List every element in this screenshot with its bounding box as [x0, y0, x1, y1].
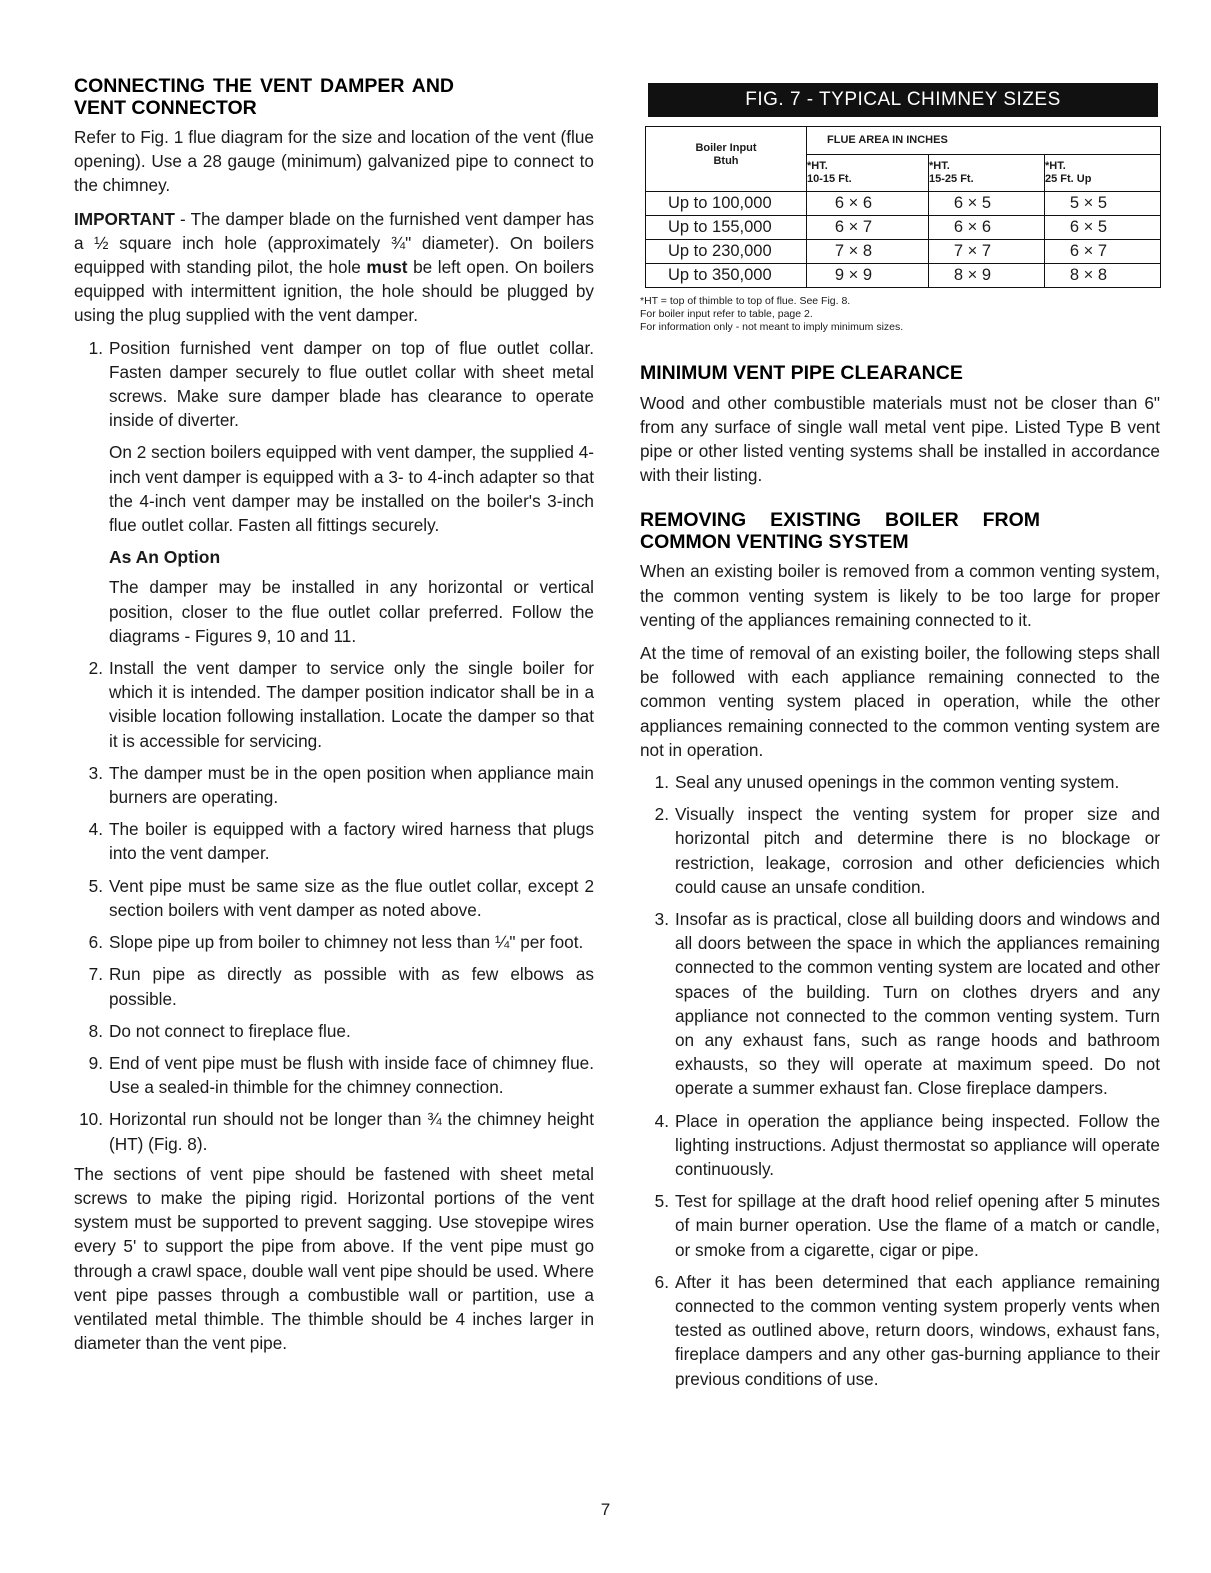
cell-boiler-input: Up to 155,000 [646, 216, 807, 240]
step-text: Install the vent damper to service only the single boiler for which it is intended. The damper position indicator shall be in a visible location following installation. Locate the damper so that it is accessible for servicing. [109, 658, 594, 751]
step-text: The boiler is equipped with a factory wired harness that plugs into the vent damper. [109, 819, 594, 864]
table-row [646, 240, 1161, 264]
list-item [640, 1109, 1160, 1182]
table-header-ht-2 [929, 155, 1045, 192]
list-item [74, 656, 594, 753]
step-number: 1. [654, 771, 669, 792]
figure-title: FIG. 7 - TYPICAL CHIMNEY SIZES [648, 83, 1158, 117]
step-text: Do not connect to fireplace flue. [109, 1020, 351, 1041]
table-row [646, 264, 1161, 288]
step-number: 10. [79, 1109, 103, 1130]
left-column [74, 76, 594, 1355]
header-input-line-2: Btuh [713, 155, 739, 167]
header-input-line-1: Boiler Input [695, 142, 757, 154]
list-item [74, 874, 594, 922]
option-heading: As An Option [109, 547, 221, 568]
step-number: 5. [88, 875, 103, 896]
header-ht1-b: 10-15 Ft. [807, 173, 852, 185]
step-number: 4. [88, 819, 103, 840]
step-text: After it has been determined that each appliance remaining connected to the common venting system properly vents when tested as outlined above, return doors, windows, exhaust fans, fireplace dampers and any other gas-burning appliance to their previous conditions of use. [675, 1271, 1160, 1389]
step-text: Slope pipe up from boiler to chimney not less than ¼" per foot. [109, 932, 584, 953]
step-number: 6. [654, 1271, 669, 1292]
note-information: For information only - not meant to imply minimum sizes. [640, 321, 904, 333]
cell-size-10-15: 6 × 7 [807, 216, 929, 240]
cell-size-15-25: 6 × 5 [929, 192, 1045, 216]
important-text-1: - The damper blade on the furnished vent damper has a ½ square inch hole (approximately ¾" diameter). On boilers equipped with standing pilot, the hole [74, 208, 594, 278]
chimney-size-table [645, 126, 1161, 288]
step-number: 8. [88, 1020, 103, 1041]
removing-paragraph-1: When an existing boiler is removed from a common venting system, the common venting system is likely to be too large for proper venting of the appliances remaining connected to it. [640, 561, 1160, 630]
cell-size-25-up: 6 × 7 [1045, 240, 1161, 264]
step-number: 9. [88, 1052, 103, 1073]
important-paragraph [74, 207, 594, 328]
step-number: 3. [88, 762, 103, 783]
cell-size-25-up: 6 × 5 [1045, 216, 1161, 240]
cell-size-15-25: 6 × 6 [929, 216, 1045, 240]
cell-size-10-15: 9 × 9 [807, 264, 929, 288]
removing-paragraph-2: At the time of removal of an existing boiler, the following steps shall be followed with each appliance remaining connected to the common venting system placed in operation, while the other appliances remaining connected to the common venting system are not in operation. [640, 642, 1160, 760]
cell-size-25-up: 5 × 5 [1045, 192, 1161, 216]
header-ht2-a: *HT. [929, 160, 950, 172]
step-number: 7. [88, 964, 103, 985]
list-item [74, 1051, 594, 1099]
step1-paragraph-2: On 2 section boilers equipped with vent damper, the supplied 4-inch vent damper is equipped with a 3- to 4-inch adapter so that the 4-inch vent damper may be installed on the boiler's 3-inch flue outlet collar. Fasten all fittings securely. [109, 442, 594, 536]
section-heading-vent-damper: CONNECTING THE VENT DAMPER AND VENT CONNECTOR [74, 75, 454, 119]
step-number: 6. [88, 932, 103, 953]
page-number: 7 [600, 1500, 611, 1519]
figure-notes [640, 295, 1160, 334]
step-text: End of vent pipe must be flush with inside face of chimney flue. Use a sealed-in thimble for the chimney connection. [109, 1052, 594, 1098]
step-number: 3. [654, 908, 669, 929]
list-item [74, 336, 594, 433]
important-text-2: be left open. On boilers equipped with intermittent ignition, the hole should be plugged by using the plug supplied with the vent damper. [74, 257, 594, 326]
step-text: Place in operation the appliance being inspected. Follow the lighting instructions. Adjust thermostat so appliance will operate continuously. [675, 1110, 1160, 1179]
section-heading-removing: REMOVING EXISTING BOILER FROM COMMON VENTING SYSTEM [640, 509, 1040, 553]
list-item [74, 817, 594, 865]
table-row [646, 216, 1161, 240]
step1-continuation [74, 440, 594, 648]
step-number: 1. [88, 337, 103, 358]
option-text: The damper may be installed in any horizontal or vertical position, closer to the flue outlet collar preferred. Follow the diagrams - Figures 9, 10 and 11. [109, 577, 594, 646]
step-text: Test for spillage at the draft hood relief opening after 5 minutes of main burner operation. Use the flame of a match or candle, or smoke from a cigarette, cigar or pipe. [675, 1191, 1160, 1260]
cell-boiler-input: Up to 230,000 [646, 240, 807, 264]
list-item [74, 930, 594, 954]
list-item [74, 1107, 594, 1155]
step-number: 2. [88, 658, 103, 679]
cell-size-25-up: 8 × 8 [1045, 264, 1161, 288]
table-header-ht-1 [807, 155, 929, 192]
step-text: The damper must be in the open position when appliance main burners are operating. [109, 762, 594, 808]
step-text: Run pipe as directly as possible with as few elbows as possible. [109, 964, 594, 1009]
damper-steps-list [74, 336, 594, 433]
list-item [74, 962, 594, 1010]
step-number: 2. [654, 804, 669, 825]
header-ht3-b: 25 Ft. Up [1045, 173, 1092, 185]
section-heading-clearance: MINIMUM VENT PIPE CLEARANCE [640, 362, 963, 384]
table-header-ht-3 [1045, 155, 1161, 192]
table-row [646, 192, 1161, 216]
list-item [74, 761, 594, 809]
cell-size-10-15: 6 × 6 [807, 192, 929, 216]
step-text: Vent pipe must be same size as the flue outlet collar, except 2 section boilers with vent damper as noted above. [109, 875, 594, 920]
note-input: For boiler input refer to table, page 2. [640, 308, 813, 320]
header-ht2-b: 15-25 Ft. [929, 173, 974, 185]
damper-steps-list-continued [74, 656, 594, 1156]
step-text: Insofar as is practical, close all building doors and windows and all doors between the space in which the appliances remaining connected to the common venting system are located and other spaces of the building. Turn on clothes dryers and any appliance not connected to the common venting system. Turn on any exhaust fans, such as range hoods and bathroom exhausts, so they will operate at maximum speed. Do not operate a summer exhaust fan. Close fireplace dampers. [675, 908, 1160, 1099]
step-text: Horizontal run should not be longer than ¾ the chimney height (HT) (Fig. 8). [109, 1109, 594, 1154]
table-header-input [646, 127, 807, 192]
step-text: Seal any unused openings in the common venting system. [675, 771, 1120, 792]
table-header-group: FLUE AREA IN INCHES [807, 127, 1161, 155]
step-text: Visually inspect the venting system for proper size and horizontal pitch and determine there is no blockage or restriction, leakage, corrosion and other deficiencies which could cause an unsafe condition. [675, 804, 1160, 897]
important-must: must [366, 257, 408, 278]
right-column [640, 83, 1160, 1391]
list-item [640, 802, 1160, 899]
step-text: Position furnished vent damper on top of flue outlet collar. Fasten damper securely to flue outlet collar with sheet metal screws. Make sure damper blade has clearance to operate inside of diverter. [109, 337, 594, 431]
list-item [74, 1019, 594, 1043]
intro-paragraph: Refer to Fig. 1 flue diagram for the size and location of the vent (flue opening). Use a 28 gauge (minimum) galvanized pipe to connect to the chimney. [74, 127, 594, 196]
note-ht: *HT = top of thimble to top of flue. See Fig. 8. [640, 295, 851, 307]
list-item [640, 907, 1160, 1101]
list-item [640, 1270, 1160, 1391]
step-number: 4. [654, 1110, 669, 1131]
cell-size-10-15: 7 × 8 [807, 240, 929, 264]
closing-paragraph: The sections of vent pipe should be fastened with sheet metal screws to make the piping rigid. Horizontal portions of the vent system must be supported to prevent sagging. Use stovepipe wires every 5' to support the pipe from above. If the vent pipe must go through a crawl space, double wall vent pipe should be used. Where vent pipe passes through a combustible wall or partition, use a ventilated metal thimble. The thimble should be 4 inches larger in diameter than the vent pipe. [74, 1163, 594, 1354]
header-ht1-a: *HT. [807, 160, 828, 172]
clearance-paragraph: Wood and other combustible materials must not be closer than 6" from any surface of single wall metal vent pipe. Listed Type B vent pipe or other listed venting systems shall be installed in accordance with their listing. [640, 392, 1160, 486]
list-item [640, 1189, 1160, 1262]
important-label: IMPORTANT [74, 208, 175, 229]
cell-boiler-input: Up to 100,000 [646, 192, 807, 216]
header-ht3-a: *HT. [1045, 160, 1066, 172]
cell-size-15-25: 8 × 9 [929, 264, 1045, 288]
cell-boiler-input: Up to 350,000 [646, 264, 807, 288]
step-number: 5. [654, 1191, 669, 1212]
removal-steps-list [640, 770, 1160, 1391]
list-item [640, 770, 1160, 794]
cell-size-15-25: 7 × 7 [929, 240, 1045, 264]
chimney-table-body [646, 192, 1161, 288]
